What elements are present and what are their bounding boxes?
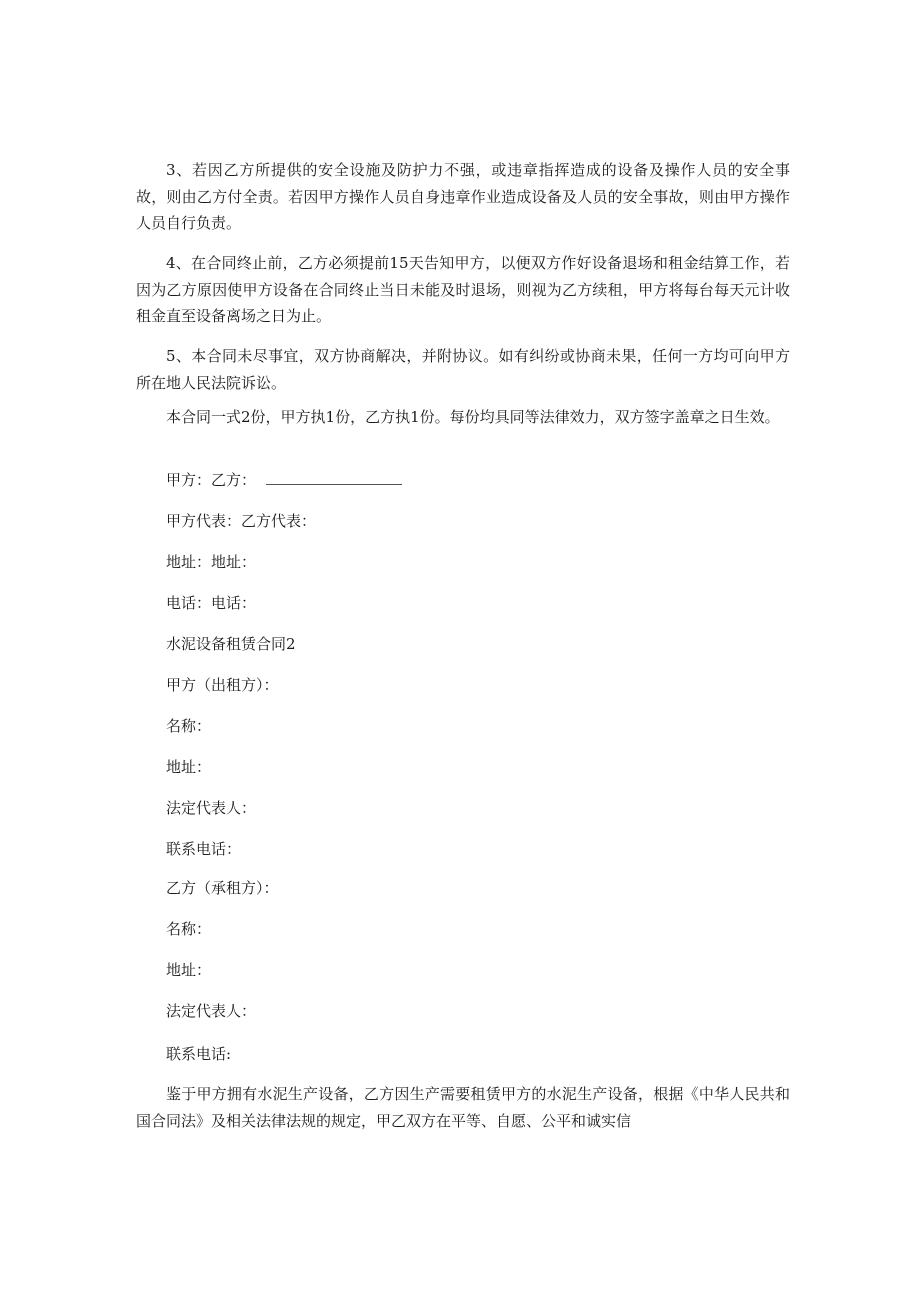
lessee-heading: 乙方（承租方）： [166,879,279,897]
signature-parties-label: 甲方：乙方： [166,471,257,489]
lessor-address-field: 地址： [166,758,212,776]
clause-3: 3、若因乙方所提供的安全设施及防护力不强，或违章指挥造成的设备及操作人员的安全事故，则由乙方付全责。若因甲方操作人员自身违章作业造成设备及人员的安全事故，则由甲方操作人员自行负责。 [136,161,790,232]
signature-blank-line [266,470,402,485]
lessee-name-field: 名称： [166,920,212,938]
lessor-heading: 甲方（出租方）： [166,676,279,694]
lessee-legal-rep-field: 法定代表人： [166,1002,257,1020]
signature-address: 地址：地址： [166,553,257,571]
signature-phone: 电话：电话： [166,594,257,612]
clause-5: 5、本合同未尽事宜，双方协商解决，并附协议。如有纠纷或协商未果，任何一方均可向甲方所在地人民法院诉讼。 [136,347,790,392]
clause-4: 4、在合同终止前，乙方必须提前15天告知甲方，以便双方作好设备退场和租金结算工作，若因为乙方原因使甲方设备在合同终止当日未能及时退场，则视为乙方续租，甲方将每台每天元计收租金直至设备离场之日为止。 [136,254,790,325]
contract-2-title: 水泥设备租赁合同2 [166,635,296,653]
preamble-paragraph: 鉴于甲方拥有水泥生产设备，乙方因生产需要租赁甲方的水泥生产设备，根据《中华人民共和国合同法》及相关法律法规的规定，甲乙双方在平等、自愿、公平和诚实信 [136,1085,790,1130]
lessee-phone-field: 联系电话: [166,1045,232,1063]
lessee-address-field: 地址： [166,961,212,979]
lessor-name-field: 名称： [166,717,212,735]
signature-parties-row [166,469,402,491]
lessor-phone-field: 联系电话： [166,840,242,858]
effectiveness-clause: 本合同一式2份，甲方执1份，乙方执1份。每份均具同等法律效力，双方签字盖章之日生效。 [166,408,780,426]
signature-representatives: 甲方代表：乙方代表： [166,512,317,530]
lessor-legal-rep-field: 法定代表人： [166,799,257,817]
